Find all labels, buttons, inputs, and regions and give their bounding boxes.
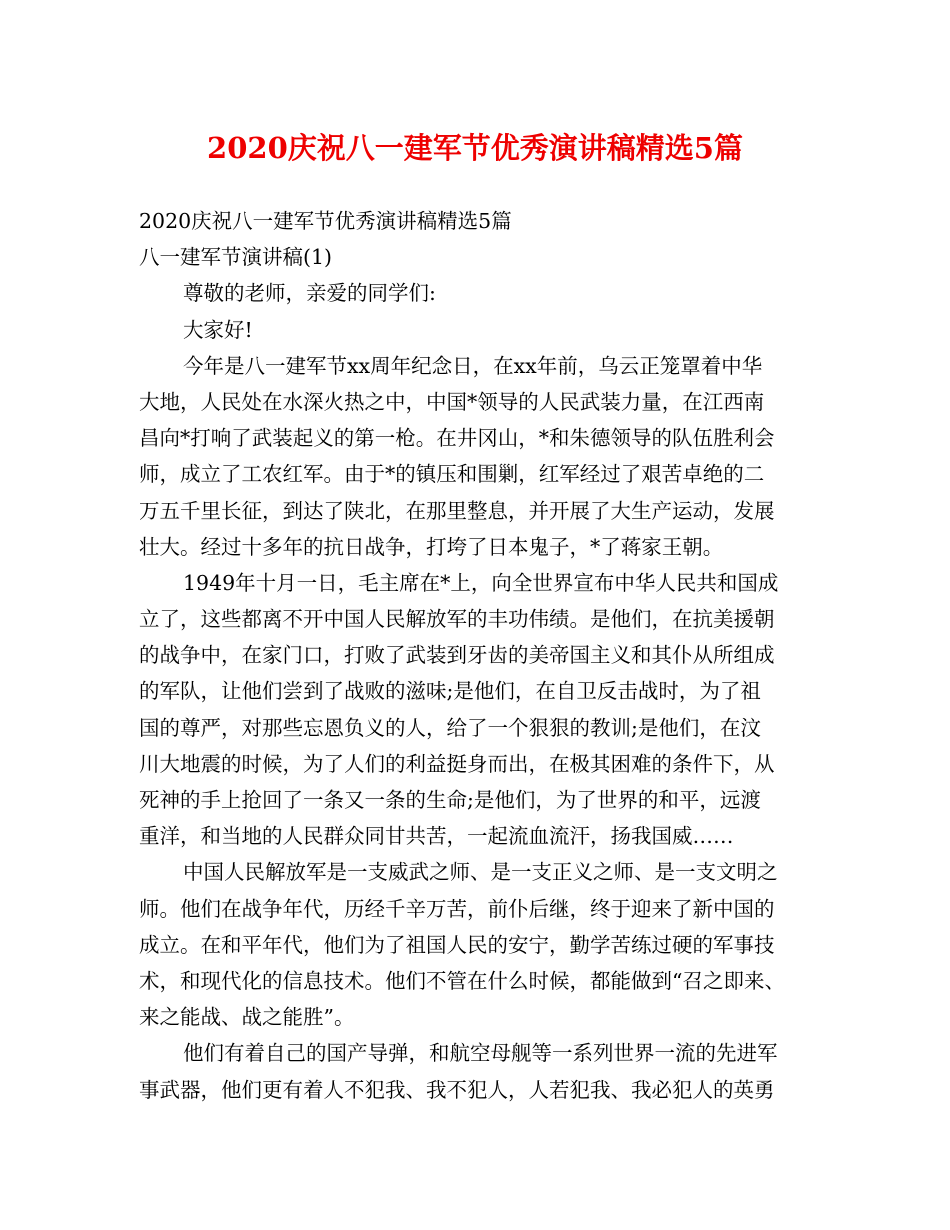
paragraph-line: 万五千里长征，到达了陕北，在那里整息，并开展了大生产运动，发展	[139, 498, 775, 523]
paragraph-line: 成立。在和平年代，他们为了祖国人民的安宁，勤学苦练过硬的军事技	[139, 932, 775, 957]
subtitle-line: 2020庆祝八一建军节优秀演讲稿精选5篇	[139, 209, 512, 233]
paragraph-line: 大地，人民处在水深火热之中，中国*领导的人民武装力量，在江西南	[139, 389, 765, 414]
paragraph-line: 立了，这些都离不开中国人民解放军的丰功伟绩。是他们，在抗美援朝	[139, 607, 775, 632]
document-body	[139, 203, 839, 1108]
paragraph-line: 的军队，让他们尝到了战败的滋味;是他们，在自卫反击战时，为了祖	[139, 679, 761, 704]
paragraph-line: 死神的手上抢回了一条又一条的生命;是他们，为了世界的和平，远渡	[139, 788, 761, 812]
paragraph-line: 事武器，他们更有着人不犯我、我不犯人，人若犯我、我必犯人的英勇	[139, 1077, 775, 1102]
paragraph-line: 国的尊严，对那些忘恩负义的人，给了一个狠狠的教训;是他们，在汶	[139, 715, 761, 740]
paragraph-line: 来之能战、战之能胜”。	[139, 1005, 355, 1030]
paragraph-line: 他们有着自己的国产导弹，和航空母舰等一系列世界一流的先进军	[183, 1041, 778, 1066]
paragraph-line: 昌向*打响了武装起义的第一枪。在井冈山，*和朱德领导的队伍胜利会	[139, 426, 775, 451]
paragraph-line: 师。他们在战争年代，历经千辛万苦，前仆后继，终于迎来了新中国的	[139, 896, 775, 921]
paragraph-line: 的战争中，在家门口，打败了武装到牙齿的美帝国主义和其仆从所组成	[139, 643, 775, 668]
greeting: 大家好!	[183, 317, 253, 342]
paragraph-line: 重洋，和当地的人民群众同甘共苦，一起流血流汗，扬我国威……	[139, 824, 734, 849]
document-title: 2020庆祝八一建军节优秀演讲稿精选5篇	[207, 131, 743, 165]
paragraph-line: 壮大。经过十多年的抗日战争，打垮了日本鬼子，*了蒋家王朝。	[139, 534, 724, 559]
section-heading: 八一建军节演讲稿(1)	[139, 245, 333, 270]
paragraph-line: 术，和现代化的信息技术。他们不管在什么时候，都能做到“召之即来、	[139, 968, 785, 993]
salutation: 尊敬的老师，亲爱的同学们:	[183, 281, 436, 306]
paragraph-line: 1949年十月一日，毛主席在*上，向全世界宣布中华人民共和国成	[183, 570, 779, 595]
paragraph-line: 今年是八一建军节xx周年纪念日，在xx年前，乌云正笼罩着中华	[183, 353, 763, 378]
paragraph-line: 中国人民解放军是一支威武之师、是一支正义之师、是一支文明之	[183, 860, 778, 885]
paragraph-line: 川大地震的时候，为了人们的利益挺身而出，在极其困难的条件下，从	[139, 751, 775, 776]
paragraph-line: 师，成立了工农红军。由于*的镇压和围剿，红军经过了艰苦卓绝的二	[139, 462, 765, 487]
